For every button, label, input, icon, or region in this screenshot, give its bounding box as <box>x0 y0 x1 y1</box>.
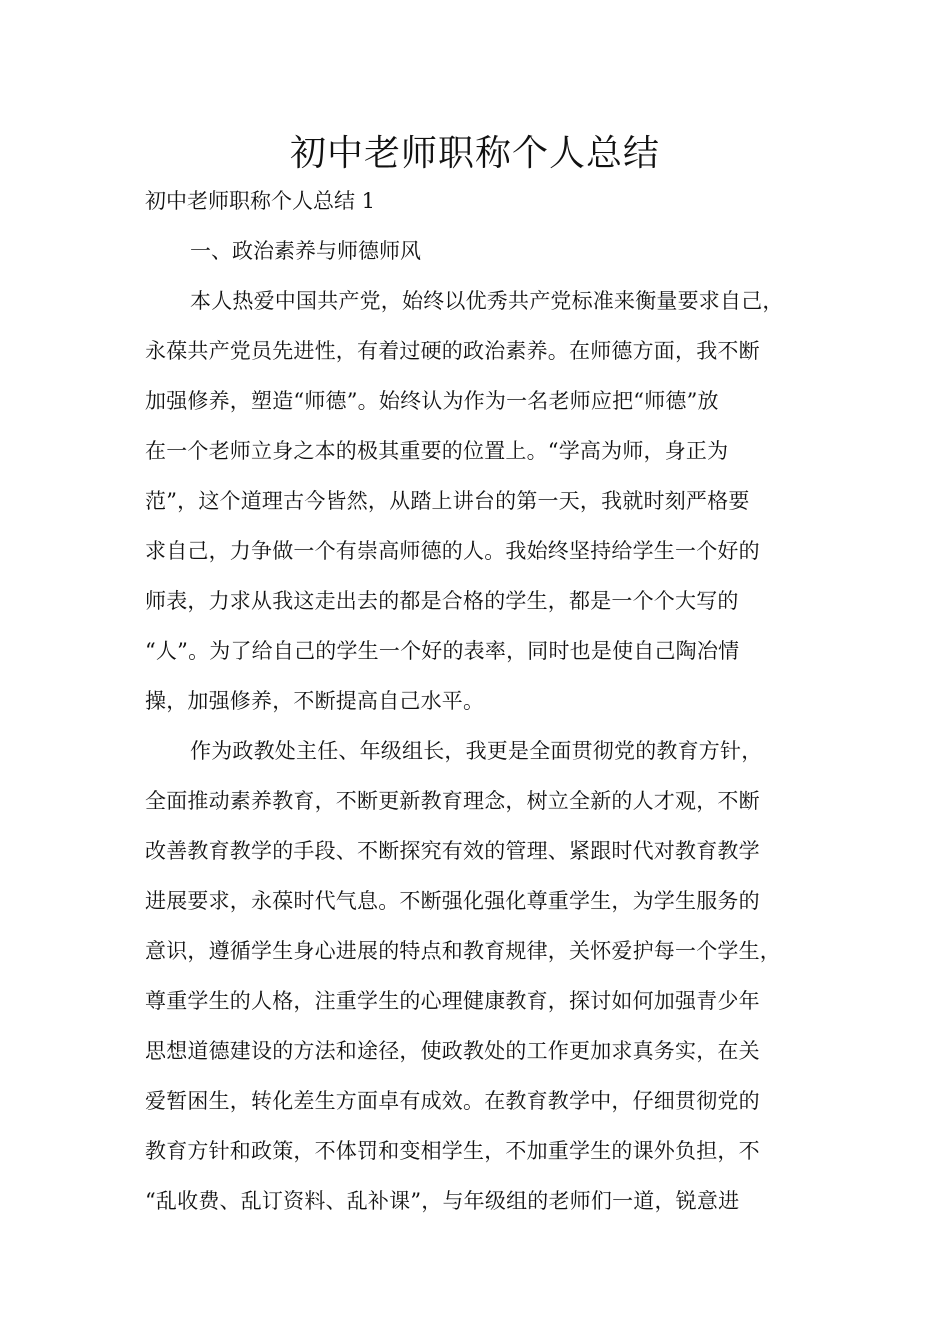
paragraph-line: 在一个老师立身之本的极其重要的位置上。“学高为师，身正为 <box>145 439 729 463</box>
paragraph-line: 进展要求，永葆时代气息。不断强化强化尊重学生，为学生服务的 <box>145 889 760 913</box>
paragraph-line: 爱暂困生，转化差生方面卓有成效。在教育教学中，仔细贯彻党的 <box>145 1089 760 1113</box>
paragraph-line: 思想道德建设的方法和途径，使政教处的工作更加求真务实，在关 <box>145 1039 760 1063</box>
paragraph-line: “乱收费、乱订资料、乱补课”，与年级组的老师们一道，锐意进 <box>145 1189 740 1213</box>
paragraph-line: 全面推动素养教育，不断更新教育理念，树立全新的人才观，不断 <box>145 789 760 813</box>
section-heading: 一、政治素养与师德师风 <box>190 239 421 263</box>
paragraph-line: 操，加强修养，不断提高自己水平。 <box>145 689 485 713</box>
paragraph-line: 意识，遵循学生身心进展的特点和教育规律，关怀爱护每一个学生， <box>145 939 781 963</box>
paragraph-line: 改善教育教学的手段、不断探究有效的管理、紧跟时代对教育教学 <box>145 839 760 863</box>
paragraph-line: “人”。为了给自己的学生一个好的表率，同时也是使自己陶冶情 <box>145 639 740 663</box>
paragraph-line: 尊重学生的人格，注重学生的心理健康教育，探讨如何加强青少年 <box>145 989 760 1013</box>
document-title: 初中老师职称个人总结 <box>289 133 660 174</box>
paragraph-line: 范”，这个道理古今皆然，从踏上讲台的第一天，我就时刻严格要 <box>145 489 750 513</box>
paragraph-line: 加强修养，塑造“师德”。始终认为作为一名老师应把“师德”放 <box>145 389 719 413</box>
document-subtitle: 初中老师职称个人总结 1 <box>145 189 376 213</box>
paragraph-line: 师表，力求从我这走出去的都是合格的学生，都是一个个大写的 <box>145 589 739 613</box>
paragraph-line: 作为政教处主任、年级组长，我更是全面贯彻党的教育方针， <box>190 739 763 763</box>
paragraph-line: 永葆共产党员先进性，有着过硬的政治素养。在师德方面，我不断 <box>145 339 760 363</box>
paragraph-line: 本人热爱中国共产党，始终以优秀共产党标准来衡量要求自己， <box>190 289 784 313</box>
paragraph-line: 求自己，力争做一个有崇高师德的人。我始终坚持给学生一个好的 <box>145 539 760 563</box>
paragraph-line: 教育方针和政策，不体罚和变相学生，不加重学生的课外负担，不 <box>145 1139 760 1163</box>
